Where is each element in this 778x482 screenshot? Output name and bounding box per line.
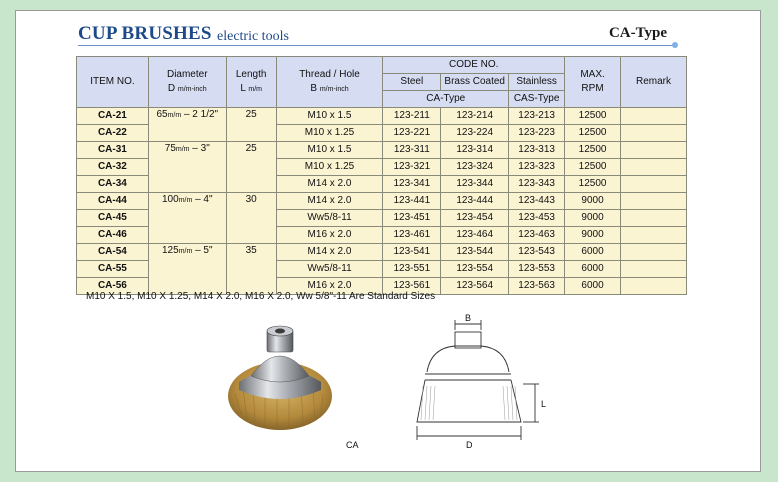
- photo-caption: CA: [346, 440, 359, 450]
- diameter-cell: [148, 142, 226, 193]
- item-no-cell: CA-32: [77, 159, 149, 176]
- steel-code-cell: 123-441: [383, 193, 441, 210]
- header-cas-type: CAS-Type: [509, 91, 565, 108]
- item-no-cell: CA-54: [77, 244, 149, 261]
- stainless-code-cell: 123-343: [509, 176, 565, 193]
- brass-code-cell: 123-454: [441, 210, 509, 227]
- remark-cell: [621, 159, 687, 176]
- brass-code-cell: 123-564: [441, 278, 509, 295]
- page-subtitle: electric tools: [217, 29, 289, 44]
- length-cell: 25: [226, 108, 276, 142]
- length-cell: 25: [226, 142, 276, 193]
- remark-cell: [621, 142, 687, 159]
- dimension-l-label: L: [541, 399, 547, 409]
- diameter-inch: – 3": [192, 143, 210, 154]
- brass-code-cell: 123-444: [441, 193, 509, 210]
- max-rpm-cell: 9000: [565, 193, 621, 210]
- header-thread: [276, 57, 383, 108]
- diagram-dome: [427, 346, 509, 372]
- diameter-cell: [148, 108, 226, 142]
- remark-cell: [621, 244, 687, 261]
- thread-cell: M14 x 2.0: [276, 193, 383, 210]
- remark-cell: [621, 125, 687, 142]
- diagram-bristles: [417, 380, 521, 422]
- steel-code-cell: 123-561: [383, 278, 441, 295]
- title-underline: [78, 45, 676, 46]
- item-no-cell: CA-44: [77, 193, 149, 210]
- max-rpm-cell: 12500: [565, 142, 621, 159]
- thread-cell: Ww5/8-11: [276, 210, 383, 227]
- stainless-code-cell: 123-563: [509, 278, 565, 295]
- stainless-code-cell: 123-443: [509, 193, 565, 210]
- diameter-cell: [148, 244, 226, 295]
- max-rpm-cell: 9000: [565, 227, 621, 244]
- page-title: CUP BRUSHES: [78, 23, 212, 44]
- thread-cell: Ww5/8-11: [276, 261, 383, 278]
- item-no-cell: CA-21: [77, 108, 149, 125]
- steel-code-cell: 123-541: [383, 244, 441, 261]
- remark-cell: [621, 278, 687, 295]
- header-remark: Remark: [621, 57, 687, 108]
- header-thread-sub: B: [310, 82, 318, 94]
- thread-cell: M10 x 1.5: [276, 108, 383, 125]
- steel-code-cell: 123-211: [383, 108, 441, 125]
- header-item-no: ITEM NO.: [77, 57, 149, 108]
- spec-table: [76, 56, 687, 295]
- thread-cell: M16 x 2.0: [276, 227, 383, 244]
- diameter-inch: – 2 1/2": [183, 109, 219, 120]
- diameter-inch: – 5": [195, 245, 213, 256]
- item-no-cell: CA-31: [77, 142, 149, 159]
- table-row: [77, 244, 687, 261]
- item-no-cell: CA-55: [77, 261, 149, 278]
- max-rpm-cell: 12500: [565, 125, 621, 142]
- header-steel: Steel: [383, 74, 441, 91]
- diameter-unit: m/m: [175, 146, 190, 153]
- stainless-code-cell: 123-323: [509, 159, 565, 176]
- diameter-value: 65: [156, 109, 168, 120]
- stainless-code-cell: 123-463: [509, 227, 565, 244]
- thread-cell: M10 x 1.25: [276, 125, 383, 142]
- remark-cell: [621, 227, 687, 244]
- stainless-code-cell: 123-553: [509, 261, 565, 278]
- header-length-unit: m/m: [248, 85, 262, 93]
- remark-cell: [621, 108, 687, 125]
- thread-cell: M10 x 1.5: [276, 142, 383, 159]
- steel-code-cell: 123-551: [383, 261, 441, 278]
- item-no-cell: CA-46: [77, 227, 149, 244]
- brass-code-cell: 123-224: [441, 125, 509, 142]
- cup-dome: [251, 356, 309, 382]
- diameter-unit: m/m: [178, 248, 193, 255]
- title-row: [78, 19, 684, 49]
- remark-cell: [621, 210, 687, 227]
- stainless-code-cell: 123-543: [509, 244, 565, 261]
- thread-cell: M10 x 1.25: [276, 159, 383, 176]
- stainless-code-cell: 123-453: [509, 210, 565, 227]
- max-rpm-cell: 6000: [565, 261, 621, 278]
- table-row: [77, 108, 687, 125]
- thread-cell: M14 x 2.0: [276, 176, 383, 193]
- max-rpm-cell: 6000: [565, 244, 621, 261]
- steel-code-cell: 123-311: [383, 142, 441, 159]
- table-row: [77, 193, 687, 210]
- item-no-cell: CA-56: [77, 278, 149, 295]
- thread-cell: M16 x 2.0: [276, 278, 383, 295]
- max-rpm-cell: 12500: [565, 159, 621, 176]
- max-rpm-cell: 12500: [565, 176, 621, 193]
- header-length-sub: L: [240, 82, 246, 94]
- remark-cell: [621, 176, 687, 193]
- thread-hole: [275, 329, 285, 334]
- stainless-code-cell: 123-213: [509, 108, 565, 125]
- thread-cell: M14 x 2.0: [276, 244, 383, 261]
- steel-code-cell: 123-221: [383, 125, 441, 142]
- brass-code-cell: 123-214: [441, 108, 509, 125]
- header-ca-type: CA-Type: [383, 91, 509, 108]
- steel-code-cell: 123-321: [383, 159, 441, 176]
- diameter-value: 100: [162, 194, 179, 205]
- length-cell: 35: [226, 244, 276, 295]
- header-thread-label: Thread / Hole: [299, 68, 360, 80]
- table-row: [77, 142, 687, 159]
- header-code-no: CODE NO.: [383, 57, 565, 74]
- dimension-d-label: D: [466, 440, 473, 450]
- brass-code-cell: 123-344: [441, 176, 509, 193]
- dimension-b-label: B: [465, 313, 472, 323]
- item-no-cell: CA-22: [77, 125, 149, 142]
- cup-brush-diagram: [405, 312, 565, 452]
- header-length-label: Length: [235, 68, 267, 80]
- max-rpm-cell: 9000: [565, 210, 621, 227]
- max-rpm-cell: 12500: [565, 108, 621, 125]
- max-rpm-cell: 6000: [565, 278, 621, 295]
- header-length: [226, 57, 276, 108]
- stainless-code-cell: 123-313: [509, 142, 565, 159]
- standard-sizes-note: M10 X 1.5, M10 X 1.25, M14 X 2.0, M16 X 2.0, Ww 5/8"-11 Are Standard Sizes: [86, 291, 436, 302]
- steel-code-cell: 123-341: [383, 176, 441, 193]
- steel-code-cell: 123-451: [383, 210, 441, 227]
- header-diameter-sub: D: [167, 82, 176, 94]
- remark-cell: [621, 193, 687, 210]
- brass-code-cell: 123-464: [441, 227, 509, 244]
- diameter-unit: m/m: [167, 112, 182, 119]
- product-type-label: CA-Type: [608, 25, 667, 41]
- header-stainless: Stainless: [509, 74, 565, 91]
- brass-code-cell: 123-544: [441, 244, 509, 261]
- brass-code-cell: 123-314: [441, 142, 509, 159]
- item-no-cell: CA-45: [77, 210, 149, 227]
- steel-code-cell: 123-461: [383, 227, 441, 244]
- stainless-code-cell: 123-223: [509, 125, 565, 142]
- length-cell: 30: [226, 193, 276, 244]
- diameter-value: 75: [164, 143, 176, 154]
- diameter-value: 125: [162, 245, 179, 256]
- header-max-rpm: MAX. RPM: [565, 57, 621, 108]
- cup-brush-photo: [225, 316, 335, 438]
- header-diameter-unit: m/m-inch: [177, 85, 207, 93]
- header-thread-unit: m/m-inch: [319, 85, 349, 93]
- diameter-cell: [148, 193, 226, 244]
- brass-code-cell: 123-324: [441, 159, 509, 176]
- diameter-unit: m/m: [178, 197, 193, 204]
- diameter-inch: – 4": [195, 194, 213, 205]
- remark-cell: [621, 261, 687, 278]
- header-diameter: [148, 57, 226, 108]
- underline-dot: [672, 42, 678, 48]
- header-brass-coated: Brass Coated: [441, 74, 509, 91]
- item-no-cell: CA-34: [77, 176, 149, 193]
- brass-code-cell: 123-554: [441, 261, 509, 278]
- header-diameter-label: Diameter: [166, 68, 208, 80]
